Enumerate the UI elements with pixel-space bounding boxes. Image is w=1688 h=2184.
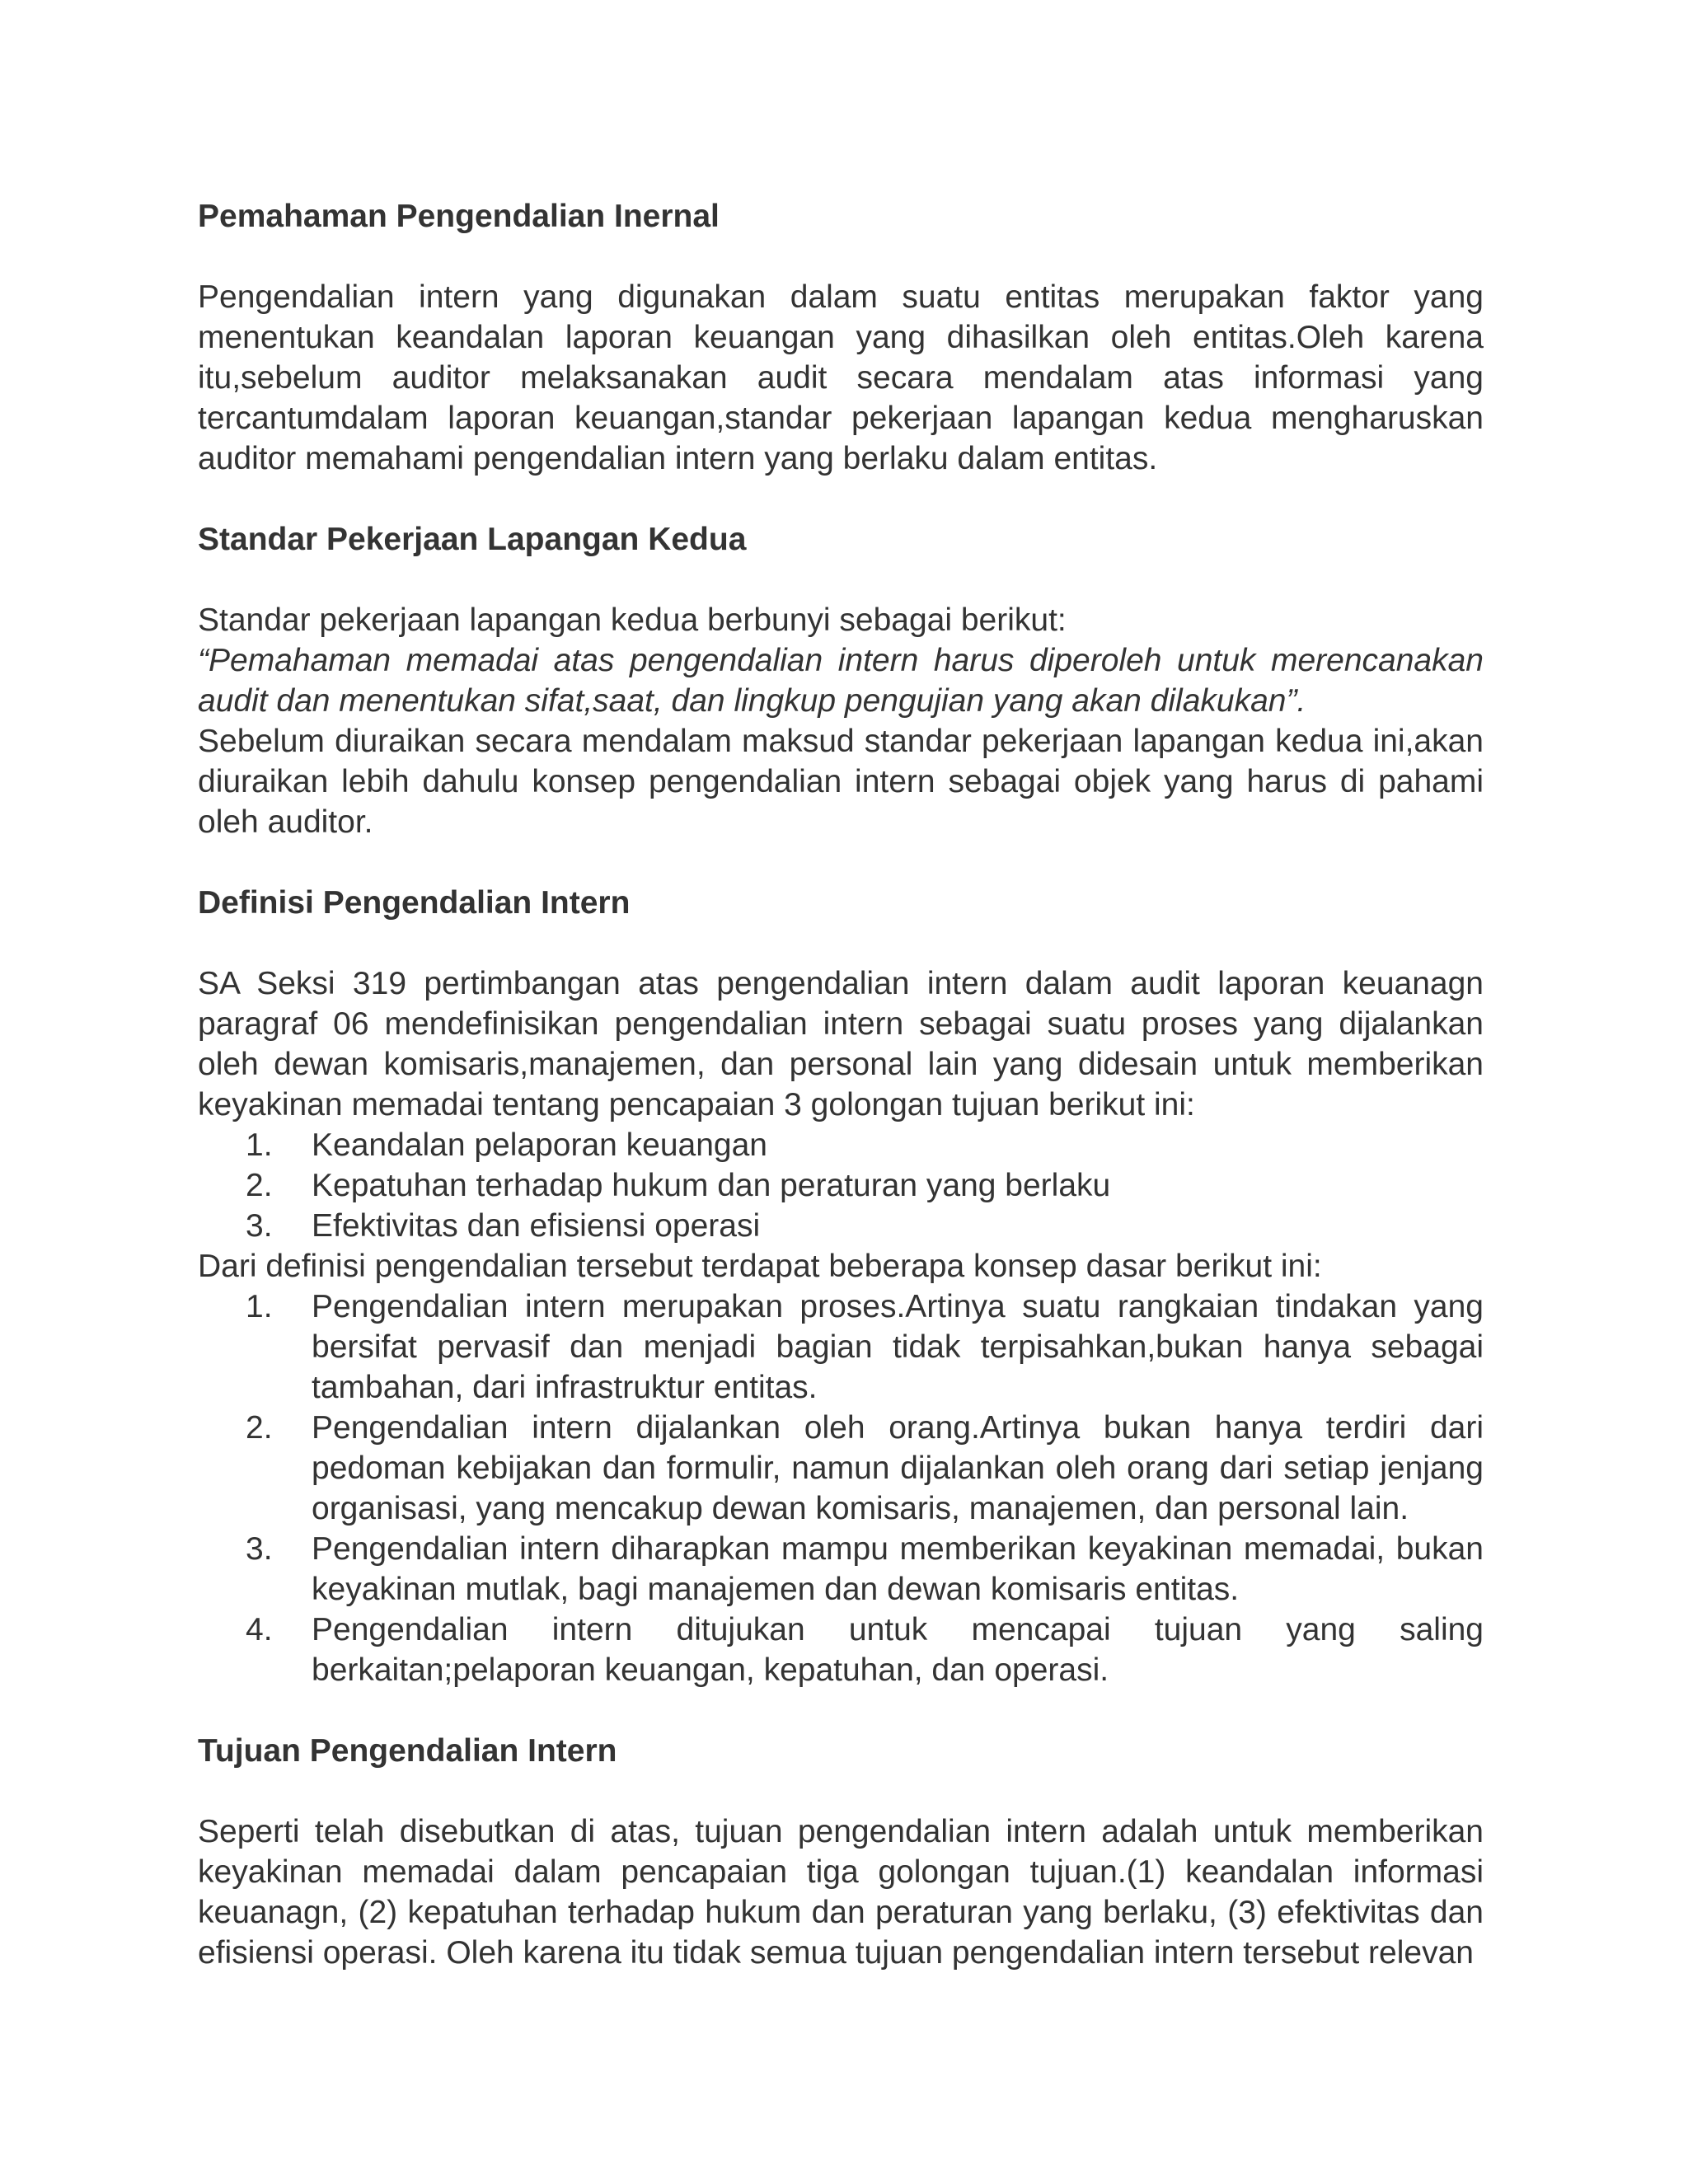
section-heading-tujuan: Tujuan Pengendalian Intern	[198, 1733, 617, 1769]
spacer	[198, 1690, 1484, 1731]
list-number: 1.	[246, 1127, 273, 1163]
spacer	[198, 479, 1484, 519]
list-number: 3.	[246, 1531, 273, 1567]
paragraph-konsep-intro: Dari definisi pengendalian tersebut terdapat beberapa konsep dasar berikut ini:	[198, 1249, 1322, 1284]
document-page	[198, 196, 1484, 1973]
list-item	[198, 1125, 1484, 1165]
list-number: 3.	[246, 1208, 273, 1244]
spacer	[198, 560, 1484, 600]
section-heading-pemahaman: Pemahaman Pengendalian Inernal	[198, 199, 720, 234]
paragraph-definisi: SA Seksi 319 pertimbangan atas pengendalian intern dalam audit laporan keuanagn paragraf 06 mendefinisikan pengendalian intern sebagai suatu proses yang dijalankan oleh dewan komisaris,manajemen, dan personal lain yang didesain untuk memberikan keyakinan memadai tentang pencapaian 3 golongan tujuan berikut ini:	[198, 966, 1484, 1122]
list-number: 4.	[246, 1612, 273, 1647]
section-heading-definisi: Definisi Pengendalian Intern	[198, 885, 631, 921]
list-item-text: Kepatuhan terhadap hukum dan peraturan yang berlaku	[312, 1168, 1111, 1203]
paragraph-standar-explanation: Sebelum diuraikan secara mendalam maksud standar pekerjaan lapangan kedua ini,akan diuraikan lebih dahulu konsep pengendalian intern sebagai objek yang harus di pahami oleh auditor.	[198, 724, 1484, 840]
concepts-list	[198, 1286, 1484, 1690]
list-item	[198, 1408, 1484, 1529]
paragraph-standar-intro: Standar pekerjaan lapangan kedua berbunyi sebagai berikut:	[198, 602, 1067, 638]
list-number: 2.	[246, 1410, 273, 1446]
list-item-text: Keandalan pelaporan keuangan	[312, 1127, 767, 1163]
list-item	[198, 1165, 1484, 1206]
standard-quote: “Pemahaman memadai atas pengendalian intern harus diperoleh untuk merencanakan audit dan menentukan sifat,saat, dan lingkup pengujian yang akan dilakukan”.	[198, 643, 1484, 719]
list-number: 2.	[246, 1168, 273, 1203]
spacer	[198, 237, 1484, 277]
list-item	[198, 1529, 1484, 1610]
list-item	[198, 1610, 1484, 1690]
spacer	[198, 923, 1484, 963]
paragraph-tujuan: Seperti telah disebutkan di atas, tujuan pengendalian intern adalah untuk memberikan keyakinan memadai dalam pencapaian tiga golongan tujuan.(1) keandalan informasi keuanagn, (2) kepatuhan terhadap hukum dan peraturan yang berlaku, (3) efektivitas dan efisiensi operasi. Oleh karena itu tidak semua tujuan pengendalian intern tersebut relevan	[198, 1814, 1484, 1971]
paragraph-pemahaman: Pengendalian intern yang digunakan dalam suatu entitas merupakan faktor yang menentukan keandalan laporan keuangan yang dihasilkan oleh entitas.Oleh karena itu,sebelum auditor melaksanakan audit secara mendalam atas informasi yang tercantumdalam laporan keuangan,standar pekerjaan lapangan kedua mengharuskan auditor memahami pengendalian intern yang berlaku dalam entitas.	[198, 279, 1484, 476]
spacer	[198, 1771, 1484, 1811]
list-item	[198, 1206, 1484, 1246]
list-item-text: Pengendalian intern dijalankan oleh orang.Artinya bukan hanya terdiri dari pedoman kebijakan dan formulir, namun dijalankan oleh orang dari setiap jenjang organisasi, yang mencakup dewan komisaris, manajemen, dan personal lain.	[312, 1410, 1484, 1526]
list-item-text: Efektivitas dan efisiensi operasi	[312, 1208, 761, 1244]
section-heading-standar: Standar Pekerjaan Lapangan Kedua	[198, 522, 747, 557]
list-item	[198, 1286, 1484, 1408]
objectives-list	[198, 1125, 1484, 1246]
list-item-text: Pengendalian intern merupakan proses.Artinya suatu rangkaian tindakan yang bersifat pervasif dan menjadi bagian tidak terpisahkan,bukan hanya sebagai tambahan, dari infrastruktur entitas.	[312, 1289, 1484, 1405]
list-item-text: Pengendalian intern diharapkan mampu memberikan keyakinan memadai, bukan keyakinan mutlak, bagi manajemen dan dewan komisaris entitas.	[312, 1531, 1484, 1607]
spacer	[198, 842, 1484, 883]
list-item-text: Pengendalian intern ditujukan untuk mencapai tujuan yang saling berkaitan;pelaporan keuangan, kepatuhan, dan operasi.	[312, 1612, 1484, 1688]
list-number: 1.	[246, 1289, 273, 1324]
